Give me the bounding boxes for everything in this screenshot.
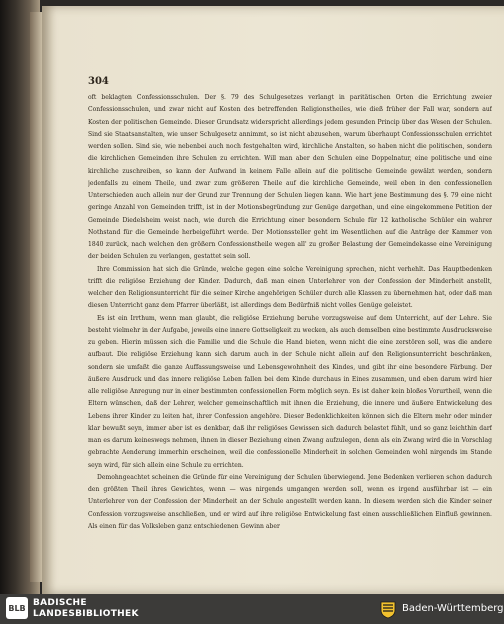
page-number: 304 [88, 76, 109, 87]
library-name-line1: BADISCHE [33, 598, 87, 608]
blb-logo-icon[interactable] [6, 597, 28, 619]
baden-wuerttemberg-crest-icon[interactable] [378, 599, 398, 619]
paragraph: Es ist ein Irrthum, wenn man glaubt, die religiöse Erziehung beruhe vorzugsweise auf dem Unterricht, auf der Lehre. Sie besteht vielmehr in der Aufgabe, jeweils eine innere Gottseligkeit zu wecken, als auch demselben eine bestimmte Ausdrucksweise zu geben. Hierin müssen sich die Familie und die Schule die Hand bieten, wenn nicht die eine zerstören soll, was die andere aufbaut. Die religiöse Erziehung kann sich darum auch in der Schule nicht allein auf den Religionsunterricht beschränken, sondern sie umfaßt die ganze Auffassungsweise und Lebensgewohnheit des Kindes, und gibt ihr eine besondere Färbung. Der äußere Ausdruck und das innere religiöse Leben fallen bei dem Kinde durchaus in Eines zusammen, und eben darum wird hier alle religiöse Anregung nur in einer bestimmten confessionellen Form möglich seyn. Es ist daher kein bloßes Vorurtheil, wenn die Eltern wünschen, daß der Lehrer, welcher gemeinschaftlich mit ihnen die Erziehung, die innere und äußere Entwickelung des Lebens ihrer Kinder zu leiten hat, ihrer Confession angehöre. Dieser Bedenklichkeiten können sich die Eltern mehr oder minder klar bewußt seyn, immer aber ist es denkbar, daß ihr religiöses Gewissen sich dadurch belastet fühlt, und so ganz leichthin darf man es darum keineswegs nehmen, ihnen in dieser Beziehung einen Zwang aufzulegen, denn als ein Zwang wird die in Vorschlag gebrachte Aenderung immerhin erscheinen, weil die confessionelle Minderheit in solchen Gemeinden wohl nirgends im Stande seyn wird, für sich allein eine Schule zu errichten. [88, 314, 492, 469]
page-body [88, 92, 492, 584]
book-page [42, 6, 504, 594]
library-name-line2: LANDESBIBLIOTHEK [33, 609, 139, 619]
paragraph: Demohngeachtet scheinen die Gründe für eine Vereinigung der Schulen überwiegend. Jene Bedenken verlieren schon dadurch den größten Theil ihres Gewichtes, wenn — was nirgends umgangen werden soll, wenn es irgend ausführbar ist — ein Unterlehrer von der Confession der Minderheit an der Schule angestellt werden kann. In diesem werden sich die Kinder seiner Confession vorzugsweise anschließen, und er wird auf ihre religiöse Entwickelung fast einen ausschließlichen Einfluß gewinnen. Als einen für das Volksleben ganz entschiedenen Gewinn aber [88, 473, 492, 530]
page-edge [30, 12, 42, 582]
paragraph: oft beklagten Confessionsschulen. Der §. 79 des Schulgesetzes verlangt in paritätischen Orten die Errichtung zweier Confessionsschulen, und zwar nicht auf Kosten des betreffenden Religionstheiles, wie dieß früher der Fall war, sondern auf Kosten der politischen Gemeinde. Dieser Grundsatz widerspricht allerdings jedem gesunden Princip über das Wesen der Schulen. Sind sie Staatsanstalten, wie unser Schulgesetz annimmt, so ist nicht abzusehen, warum überhaupt Confessionsschulen errichtet werden sollen. Sind sie, wie nebenbei auch noch festgehalten wird, kirchliche Anstalten, so haben nicht die politischen, sondern die kirchlichen Gemeinden ihre Schulen zu errichten. Will man aber den Schulen eine Doppelnatur, eine politische und eine kirchliche zuschreiben, so kann der Aufwand in keinem Falle allein auf die politische Gemeinde gewälzt werden, sondern jedenfalls zu einem Theile, und zwar zum größeren Theile auf die kirchliche Gemeinde, weil eben in den confessionellen Unterschieden auch allein nur der Grund zur Trennung der Schulen liegen kann. Wie hart jene Bestimmung des §. 79 eine nicht geringe Anzahl von Gemeinden trifft, ist in der Motionsbegründung zur Genüge dargethan, und eine eingekommene Petition der Gemeinde Diedelsheim weist nach, wie durch die Errichtung einer besondern Schule für 12 katholische Schüler ein wahrer Nothstand für die Gemeinde herbeigeführt werde. Der Motionssteller geht im Wesentlichen auf die Anträge der Kammer von 1840 zurück, nach welchen den größern Confessionstheile wegen all' zu großer Belastung der Gemeindekasse eine Vereinigung der beiden Schulen zu verlangen, gestattet sein soll. [88, 94, 492, 261]
library-name[interactable] [33, 598, 139, 620]
state-name[interactable]: Baden-Württemberg [402, 603, 504, 614]
blb-logo-label: BLB [8, 603, 26, 613]
paragraph: Ihre Commission hat sich die Gründe, welche gegen eine solche Vereinigung sprechen, nicht verhehlt. Das Hauptbedenken trifft die religiöse Erziehung der Kinder. Dadurch, daß man einen Unterlehrer von der Confession der Minderheit anstellt, welcher den Religionsunterricht für die seiner Kirche angehörigen Schüler durch alle Klassen zu übernehmen hat, oder daß man diesen Unterricht ganz dem Pfarrer überläßt, ist allerdings dem Bedürfniß nicht volles Genüge geleistet. [88, 265, 492, 310]
footer-bar [0, 594, 504, 624]
